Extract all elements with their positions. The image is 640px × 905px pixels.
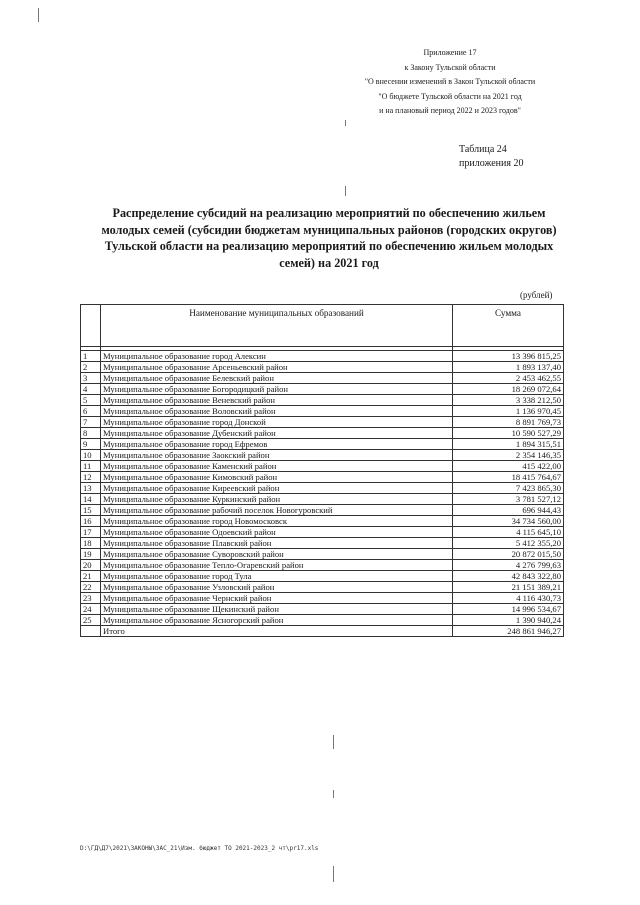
row-number-cell: 1 (81, 351, 101, 362)
row-number-cell: 25 (81, 615, 101, 626)
row-name-cell: Муниципальное образование Белевский район (101, 373, 453, 384)
scan-mark (333, 735, 334, 749)
row-name-cell: Муниципальное образование Киреевский район (101, 483, 453, 494)
header-sum-cell: Сумма (453, 305, 564, 347)
row-sum-cell: 1 390 940,24 (453, 615, 564, 626)
scan-mark (345, 120, 346, 126)
row-sum-cell: 1 136 970,45 (453, 406, 564, 417)
table-row (81, 417, 564, 428)
table-row (81, 362, 564, 373)
appendix-header-line: и на плановый период 2022 и 2023 годов" (379, 106, 521, 115)
row-sum-cell: 3 781 527,12 (453, 494, 564, 505)
document-title: Распределение субсидий на реализацию мероприятий по обеспечению жильем молодых семей (субсидии бюджетам муниципальных районов (городских округов) Тульской области на реализацию мероприятий по обеспечению жильем молодых семей) на 2021 год (101, 206, 557, 270)
table-row (81, 483, 564, 494)
table-row (81, 384, 564, 395)
row-name-cell: Муниципальное образование город Алексин (101, 351, 453, 362)
row-sum-cell: 18 269 072,64 (453, 384, 564, 395)
row-name-cell: Муниципальное образование Чернский район (101, 593, 453, 604)
total-row (81, 626, 564, 637)
row-number-cell: 11 (81, 461, 101, 472)
row-number-cell: 3 (81, 373, 101, 384)
table-row (81, 549, 564, 560)
row-sum-cell: 696 944,43 (453, 505, 564, 516)
row-sum-cell: 34 734 560,00 (453, 516, 564, 527)
row-name-cell: Муниципальное образование Заокский район (101, 450, 453, 461)
table-reference (459, 143, 523, 171)
file-path: D:\ГД\Д7\2021\ЗАКОНЫ\ЗАС_21\Изм. бюджет ТО 2021-2023_2 чт\pr17.xls (80, 845, 319, 852)
row-name-cell: Муниципальное образование Тепло-Огаревский район (101, 560, 453, 571)
row-sum-cell: 4 276 799,63 (453, 560, 564, 571)
row-sum-cell: 5 412 355,20 (453, 538, 564, 549)
row-name-cell: Муниципальное образование Плавский район (101, 538, 453, 549)
row-number-cell: 19 (81, 549, 101, 560)
row-number-cell: 13 (81, 483, 101, 494)
table-row (81, 494, 564, 505)
table-row (81, 461, 564, 472)
row-sum-cell: 1 894 315,51 (453, 439, 564, 450)
appendix-header-line: "О внесении изменений в Закон Тульской области (364, 77, 536, 86)
scan-mark (345, 186, 346, 196)
table-row (81, 351, 564, 362)
table-row (81, 560, 564, 571)
appendix-header-line: к Закону Тульской области (404, 62, 496, 72)
table-row (81, 582, 564, 593)
header-number-cell (81, 305, 101, 347)
table-row (81, 373, 564, 384)
row-sum-cell: 8 891 769,73 (453, 417, 564, 428)
total-sum-cell: 248 861 946,27 (453, 626, 564, 637)
row-sum-cell: 42 843 322,80 (453, 571, 564, 582)
appendix-header-line: "О бюджете Тульской области на 2021 год (378, 91, 522, 101)
table-row (81, 505, 564, 516)
row-name-cell: Муниципальное образование Суворовский район (101, 549, 453, 560)
row-name-cell: Муниципальное образование Узловский район (101, 582, 453, 593)
row-number-cell: 7 (81, 417, 101, 428)
scan-mark (38, 8, 39, 22)
row-number-cell: 4 (81, 384, 101, 395)
units-label: (рублей) (520, 290, 553, 300)
row-name-cell: Муниципальное образование Воловский район (101, 406, 453, 417)
row-name-cell: Муниципальное образование город Тула (101, 571, 453, 582)
row-sum-cell: 4 116 430,73 (453, 593, 564, 604)
row-number-cell: 10 (81, 450, 101, 461)
table-reference-line2: приложения 20 (459, 158, 524, 169)
row-name-cell: Муниципальное образование Кимовский район (101, 472, 453, 483)
table-reference-line1: Таблица 24 (459, 144, 507, 155)
row-name-cell: Муниципальное образование рабочий поселок Новогуровский (101, 505, 453, 516)
row-sum-cell: 21 151 389,21 (453, 582, 564, 593)
appendix-header-line: Приложение 17 (423, 48, 477, 57)
table-row (81, 604, 564, 615)
scan-mark (333, 866, 334, 882)
row-sum-cell: 1 893 137,40 (453, 362, 564, 373)
row-number-cell: 21 (81, 571, 101, 582)
table-row (81, 395, 564, 406)
total-label-cell: Итого (101, 626, 453, 637)
row-sum-cell: 18 415 764,67 (453, 472, 564, 483)
row-name-cell: Муниципальное образование Арсеньевский район (101, 362, 453, 373)
row-number-cell: 12 (81, 472, 101, 483)
row-name-cell: Муниципальное образование Одоевский район (101, 527, 453, 538)
row-name-cell: Муниципальное образование Куркинский район (101, 494, 453, 505)
row-name-cell: Муниципальное образование Веневский район (101, 395, 453, 406)
table-row (81, 450, 564, 461)
row-sum-cell: 13 396 815,25 (453, 351, 564, 362)
table-header-row (81, 305, 564, 347)
row-sum-cell: 10 590 527,29 (453, 428, 564, 439)
subsidy-table (80, 304, 564, 637)
row-name-cell: Муниципальное образование Каменский район (101, 461, 453, 472)
row-number-cell: 14 (81, 494, 101, 505)
table-row (81, 472, 564, 483)
row-sum-cell: 20 872 015,50 (453, 549, 564, 560)
header-name-cell: Наименование муниципальных образований (101, 305, 453, 347)
row-number-cell: 9 (81, 439, 101, 450)
appendix-header (345, 46, 555, 119)
row-name-cell: Муниципальное образование город Донской (101, 417, 453, 428)
row-sum-cell: 2 453 462,55 (453, 373, 564, 384)
row-name-cell: Муниципальное образование город Ефремов (101, 439, 453, 450)
scan-mark (333, 790, 334, 798)
table-row (81, 615, 564, 626)
table-row (81, 439, 564, 450)
table-row (81, 538, 564, 549)
row-sum-cell: 415 422,00 (453, 461, 564, 472)
table-row (81, 428, 564, 439)
row-sum-cell: 7 423 865,30 (453, 483, 564, 494)
row-number-cell: 2 (81, 362, 101, 373)
table-row (81, 406, 564, 417)
table-row (81, 527, 564, 538)
row-number-cell: 17 (81, 527, 101, 538)
row-number-cell: 22 (81, 582, 101, 593)
row-number-cell: 18 (81, 538, 101, 549)
row-sum-cell: 4 115 645,10 (453, 527, 564, 538)
row-number-cell: 24 (81, 604, 101, 615)
row-name-cell: Муниципальное образование Дубенский район (101, 428, 453, 439)
row-sum-cell: 2 354 146,35 (453, 450, 564, 461)
total-number-cell (81, 626, 101, 637)
row-number-cell: 6 (81, 406, 101, 417)
row-number-cell: 23 (81, 593, 101, 604)
table-row (81, 516, 564, 527)
table-row (81, 593, 564, 604)
row-name-cell: Муниципальное образование Богородицкий район (101, 384, 453, 395)
row-number-cell: 15 (81, 505, 101, 516)
row-name-cell: Муниципальное образование город Новомосковск (101, 516, 453, 527)
row-name-cell: Муниципальное образование Щекинский район (101, 604, 453, 615)
row-number-cell: 16 (81, 516, 101, 527)
row-number-cell: 8 (81, 428, 101, 439)
row-sum-cell: 3 338 212,50 (453, 395, 564, 406)
row-sum-cell: 14 996 534,67 (453, 604, 564, 615)
row-name-cell: Муниципальное образование Ясногорский район (101, 615, 453, 626)
row-number-cell: 20 (81, 560, 101, 571)
table-row (81, 571, 564, 582)
row-number-cell: 5 (81, 395, 101, 406)
